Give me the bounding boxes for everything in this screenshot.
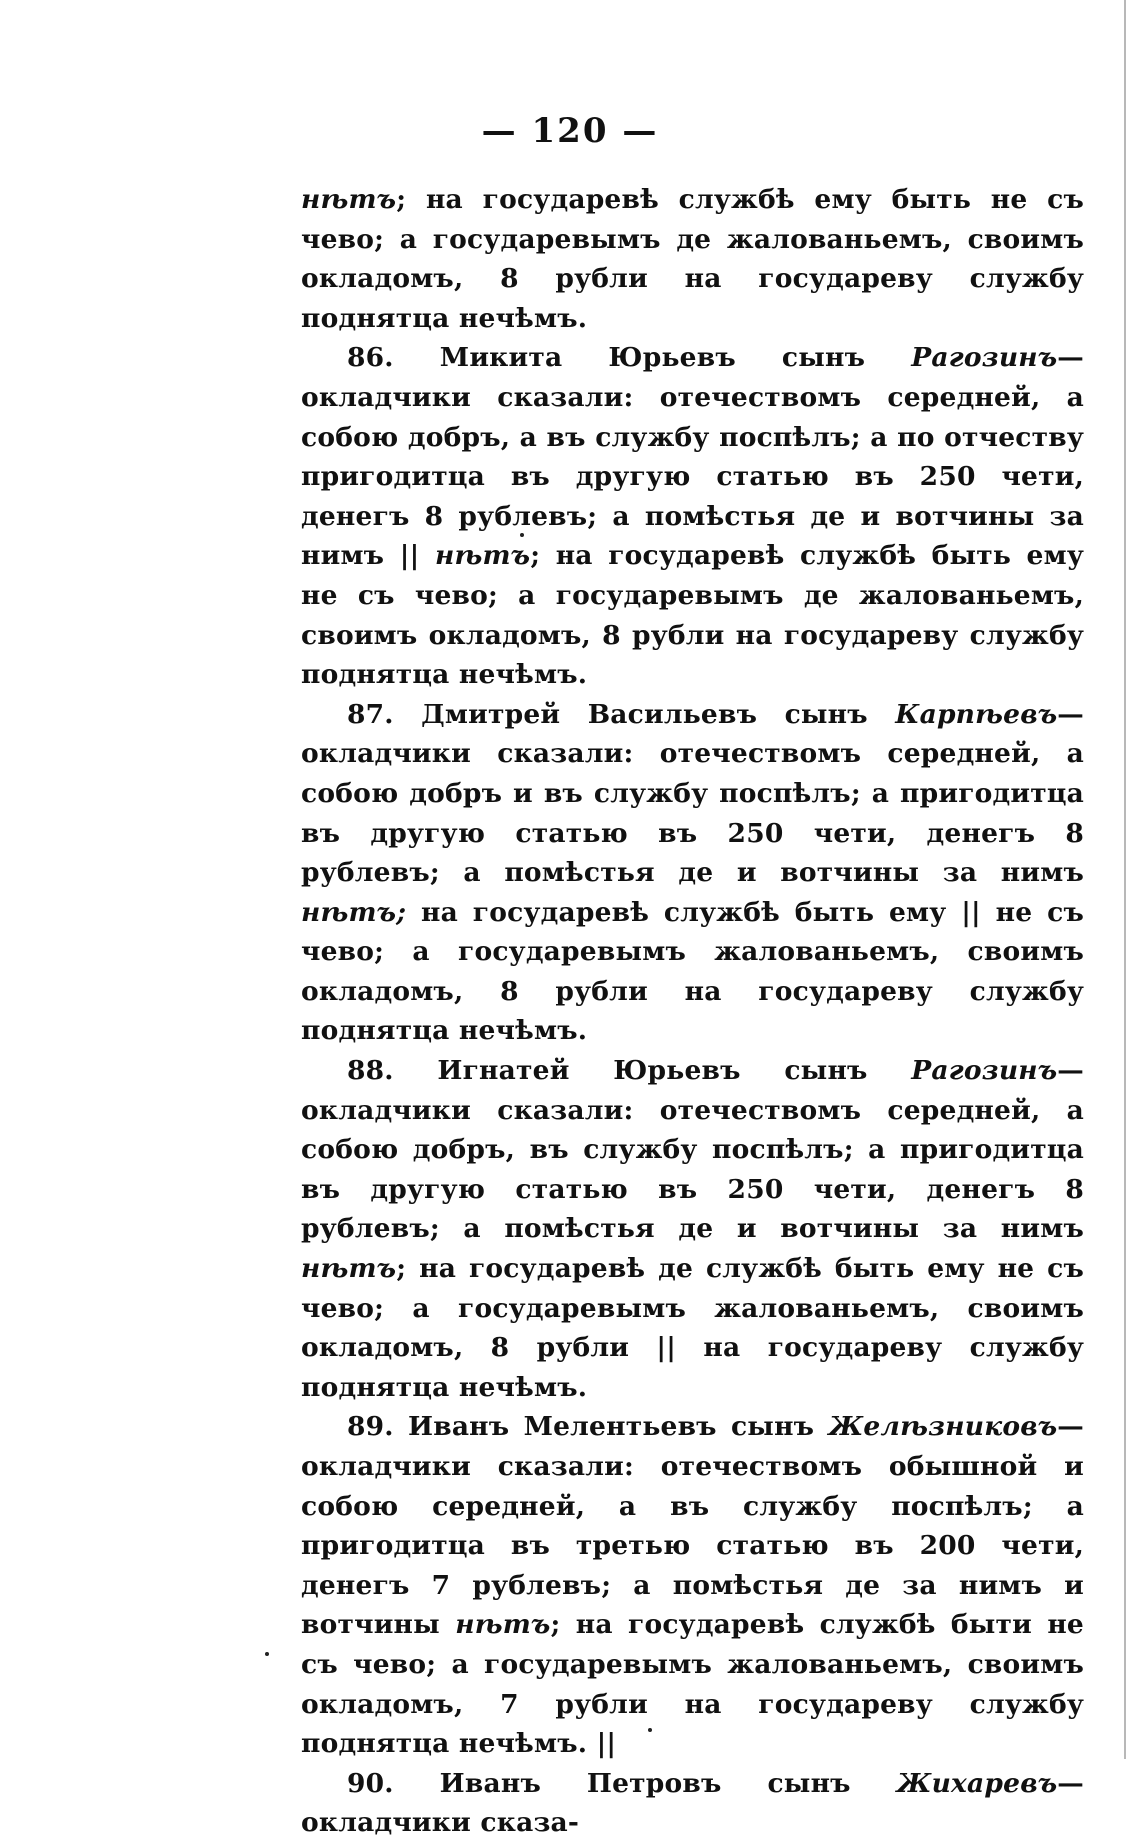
italic-surname: нѣтъ bbox=[301, 1253, 397, 1285]
text-run: —окладчики сказали: отечествомъ обышной и собою середней, а въ службу поспѣлъ; а пригодитца въ третью статью въ 200 чети, денегъ 7 рублевъ; а помѣстья де за нимъ и вотчины bbox=[301, 1411, 1084, 1641]
page-number: — 120 — bbox=[481, 111, 659, 151]
text-run: ; на государевѣ де службѣ быть ему не съ чево; а государевымъ жалованьемъ, своимъ окладомъ, 8 рубли || на государеву службу поднятца нечѣмъ. bbox=[301, 1253, 1084, 1403]
text-run: —окладчики сказали: отечествомъ середней, а собою добръ и въ службу поспѣлъ; а пригодитца въ другую статью въ 250 чети, денегъ 8 рублевъ; а помѣстья де и вотчины за нимъ bbox=[301, 698, 1084, 889]
text-run: — окладчики сказали: отечествомъ середней, а собою добръ, въ службу поспѣлъ; а пригодитца въ другую статью въ 250 чети, денегъ 8 рублевъ; а помѣстья де и вотчины за нимъ bbox=[301, 1055, 1084, 1245]
entry-paragraph bbox=[301, 695, 1084, 1051]
text-run: ; на государевѣ службѣ быти не съ чево; а государевымъ жалованьемъ, своимъ окладомъ, 7 рубли на государеву службу поднятца нечѣмъ. || bbox=[301, 1609, 1084, 1760]
text-run: —окладчики сказали: отечествомъ середней, а собою добръ, а въ службу поспѣлъ; а по отчеству пригодитца въ другую статью въ 250 чети, денегъ 8 рублевъ; а помѣстья де и вотчины за нимъ || bbox=[301, 342, 1084, 572]
ink-speck bbox=[520, 533, 524, 537]
text-run: —окладчики сказа- bbox=[301, 1767, 1084, 1839]
text-run: 89. Иванъ Мелентьевъ сынъ bbox=[347, 1411, 829, 1443]
italic-surname: Карпѣевъ bbox=[895, 698, 1058, 730]
entry-paragraph bbox=[301, 1407, 1084, 1763]
text-run: 90. Иванъ Петровъ сынъ bbox=[347, 1767, 897, 1799]
entry-paragraph bbox=[301, 1764, 1084, 1843]
page-edge bbox=[1124, 0, 1126, 1759]
italic-surname: нѣтъ bbox=[434, 540, 531, 572]
italic-surname: нѣтъ; bbox=[301, 896, 407, 928]
italic-surname: нѣтъ bbox=[301, 184, 397, 215]
text-run: ; на государевѣ службѣ быть ему не съ чево; а государевымъ де жалованьемъ, своимъ окладомъ, 8 рубли на государеву службу поднятца нечѣмъ. bbox=[301, 540, 1084, 691]
text-run: ; на государевѣ службѣ ему быть не съ чево; а государевымъ де жалованьемъ, своимъ окладомъ, 8 рубли на государеву службу поднятца нечѣмъ. bbox=[301, 184, 1084, 334]
italic-surname: Желѣзниковъ bbox=[828, 1411, 1058, 1443]
entry-paragraph bbox=[301, 1051, 1084, 1407]
text-run: 87. Дмитрей Васильевъ сынъ bbox=[347, 698, 896, 730]
italic-surname: Жихаревъ bbox=[896, 1767, 1058, 1799]
italic-surname: Рагозинъ bbox=[911, 342, 1058, 374]
body-text bbox=[301, 180, 1084, 1843]
entry-paragraph bbox=[301, 338, 1084, 694]
text-run: на государевѣ службѣ быть ему || не съ чево; а государевымъ жалованьемъ, своимъ окладомъ, 8 рубли на государеву службу поднятца нечѣмъ. bbox=[301, 896, 1084, 1047]
italic-surname: Рагозинъ bbox=[911, 1055, 1058, 1087]
italic-surname: нѣтъ bbox=[455, 1609, 551, 1641]
text-run: 88. Игнатей Юрьевъ сынъ bbox=[347, 1055, 912, 1087]
continuation-paragraph bbox=[301, 180, 1084, 338]
text-run: 86. Микита Юрьевъ сынъ bbox=[347, 342, 912, 374]
ink-speck bbox=[265, 1652, 269, 1656]
ink-speck bbox=[648, 1728, 652, 1732]
